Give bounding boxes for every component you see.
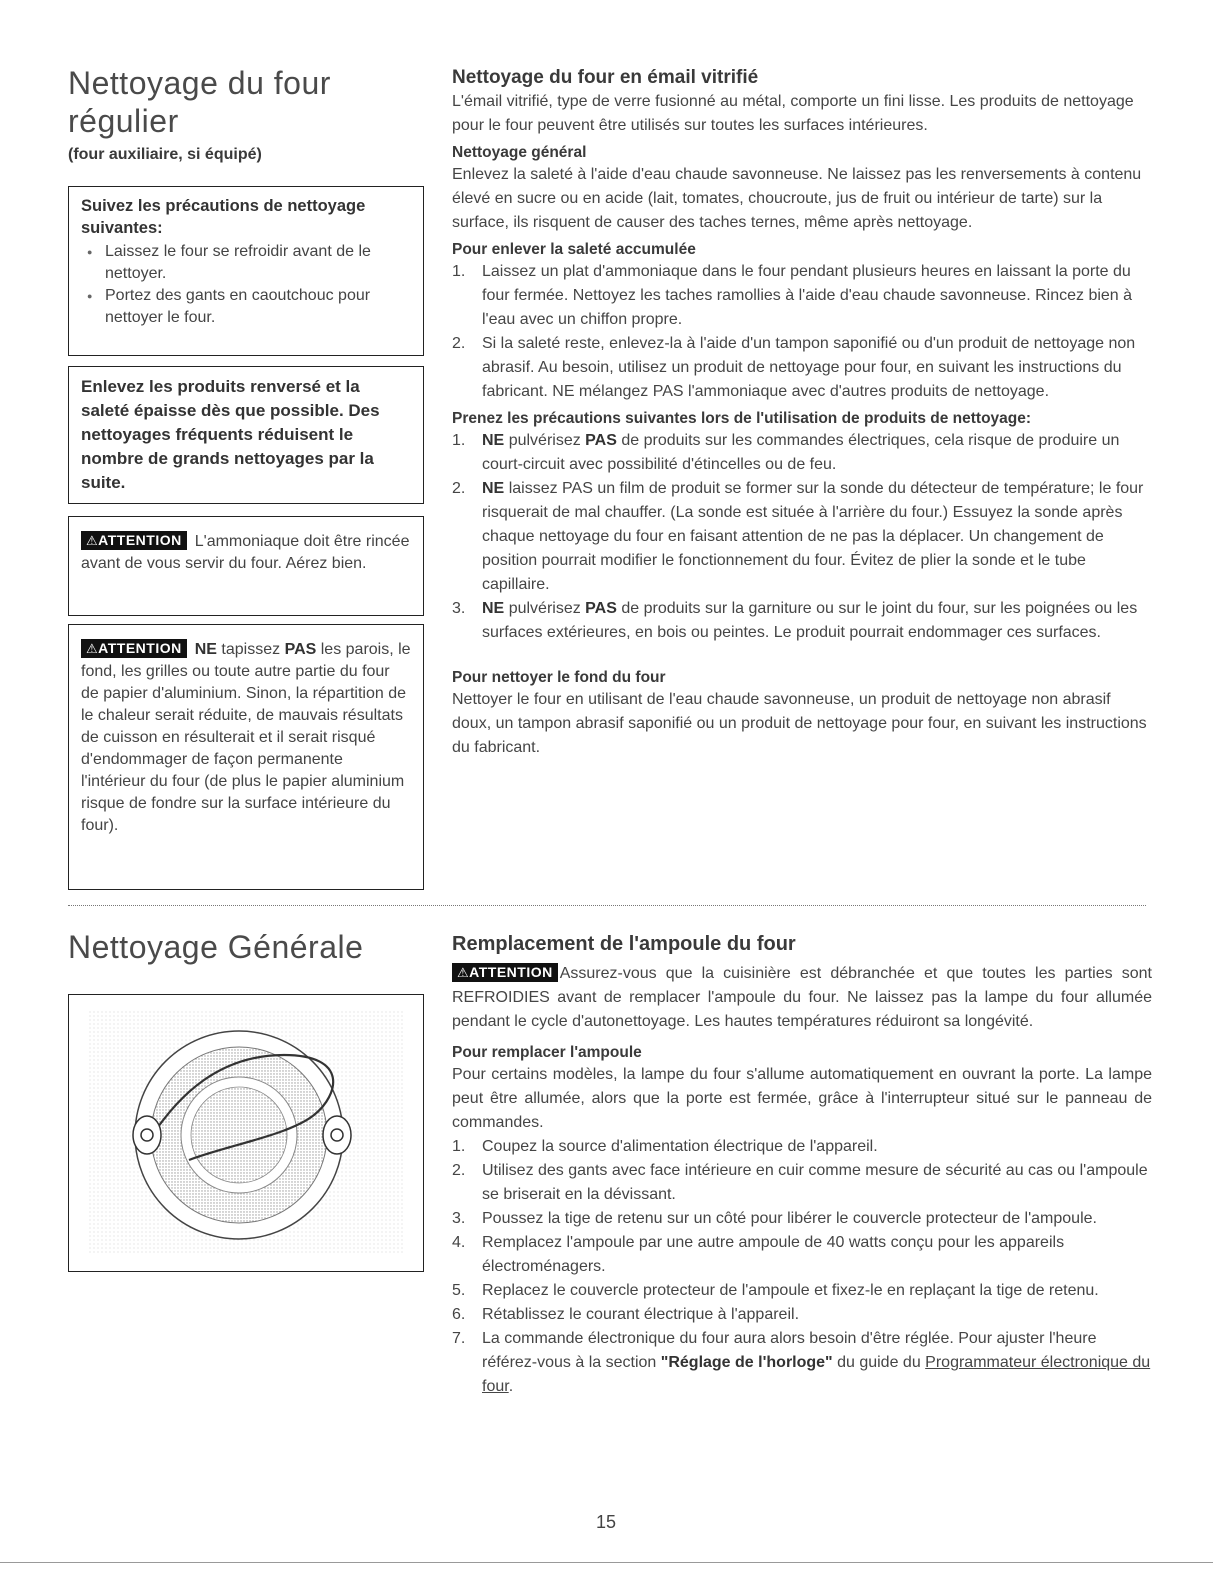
list-item: 1. Coupez la source d'alimentation électrique de l'appareil. xyxy=(452,1138,878,1155)
general-text: Enlevez la saleté à l'aide d'eau chaude savonneuse. Ne laissez pas les renversements à contenu élevé en sucre ou en acide (lait, tomates, choucroute, jus de fruit ou intérieur de tarte) sur la surface, ils risquent de causer des taches ternes, même après nettoyage. xyxy=(452,166,1142,231)
ammonia-warning-text: L'ammoniaque doit être rincée avant de vous servir du four. Aérez bien. xyxy=(81,533,410,572)
list-item: 2. NE laissez PAS un film de produit se former sur la sonde du détecteur de température; le four risquerait de mal chauffer. (La sonde est située à l'arrière du four.) Essuyez la sonde après chaque nettoyage du four en faisant attention de ne pas la déplacer. Un changement de position pourrait modifier le fonctionnement du four. Évitez de plier la sonde et le tube capillaire. xyxy=(452,480,1144,593)
bulb-steps-list xyxy=(452,1135,1152,1399)
precautions-box xyxy=(68,186,424,356)
list-item: 1. Laissez un plat d'ammoniaque dans le four pendant plusieurs heures en laissant la porte du four fermée. Nettoyez les taches ramollies à l'aide d'eau chaude savonneuse. Rincez bien à l'eau avec un chiffon propre. xyxy=(452,263,1133,328)
spill-text: Enlevez les produits renversé et la saleté épaisse dès que possible. Des nettoyages fréquents réduisent le nombre de grands nettoyages par la suite. xyxy=(81,377,380,492)
attention-badge: ⚠ATTENTION xyxy=(452,963,558,982)
oven-bulb-icon xyxy=(69,995,422,1270)
section-intro: L'émail vitrifié, type de verre fusionné au métal, comporte un fini lisse. Les produits de nettoyage pour le four peuvent être utilisés sur toutes les surfaces intérieures. xyxy=(452,93,1134,134)
list-item: 6. Rétablissez le courant électrique à l'appareil. xyxy=(452,1306,800,1323)
title-line-2: régulier xyxy=(68,103,179,139)
list-item: 5. Replacez le couvercle protecteur de l'ampoule et fixez-le en replaçant la tige de retenu. xyxy=(452,1282,1099,1299)
general-title: Nettoyage Générale xyxy=(68,929,364,965)
warning-icon: ⚠ xyxy=(86,533,99,548)
bulb-illustration xyxy=(68,994,424,1272)
page-title xyxy=(68,64,331,140)
title-line-1: Nettoyage du four xyxy=(68,65,331,101)
attention-badge: ⚠ATTENTION xyxy=(81,639,187,658)
warning-icon: ⚠ xyxy=(86,641,99,656)
ammonia-warning-box xyxy=(68,516,424,616)
bulb-warning: ⚠ATTENTION Assurez-vous que la cuisinière est débranchée et que toutes les parties sont REFROIDIES avant de remplacer l'ampoule du four. Ne laissez pas la lampe du four allumée pendant le cycle d'autonettoyage. Les hautes températures réduiront sa longévité. xyxy=(452,964,1152,1030)
precautions-heading: Suivez les précautions de nettoyage suivantes: xyxy=(81,197,366,237)
subsection-title: Pour nettoyer le fond du four xyxy=(452,669,666,686)
bulb-intro: Pour certains modèles, la lampe du four s'allume automatiquement en ouvrant la porte. La lampe peut être allumée, alors que la porte est fermée, grâce à l'interrupteur situé sur le panneau de commandes. xyxy=(452,1066,1152,1131)
section-title: Remplacement de l'ampoule du four xyxy=(452,933,796,955)
list-item: 1. NE pulvérisez PAS de produits sur les commandes électriques, cela risque de produire un court-circuit avec possibilité d'étincelles ou de feu. xyxy=(452,432,1120,473)
subtitle: (four auxiliaire, si équipé) xyxy=(68,146,262,163)
programmer-guide-link[interactable]: Programmateur électronique du four xyxy=(482,1354,1151,1395)
oven-bottom-text: Nettoyer le four en utilisant de l'eau chaude savonneuse, un produit de nettoyage non abrasif doux, un tampon abrasif saponifié ou un produit de nettoyage pour four, en suivant les instructions du fabricant. xyxy=(452,691,1147,756)
subsection-title: Pour remplacer l'ampoule xyxy=(452,1044,642,1061)
attention-badge: ⚠ATTENTION xyxy=(81,531,187,550)
aluminium-warning-box: ⚠ATTENTION NE tapissez PAS les parois, le fond, les grilles ou toute autre partie du four de papier d'aluminium. Sinon, la répartition de le chaleur serait réduite, de mauvais résultats de cuisson en résulterait et il serait risqué d'endommager de façon permanente l'intérieur du four (de plus le papier aluminium risque de fondre sur la surface intérieure du four). xyxy=(68,624,424,890)
list-item: 4. Remplacez l'ampoule par une autre ampoule de 40 watts conçu pour les appareils électroménagers. xyxy=(452,1234,1065,1275)
vitrified-section xyxy=(452,66,1152,760)
aluminium-warning-text: les parois, le fond, les grilles ou toute autre partie du four de papier d'aluminium. Sinon, la répartition de le chaleur serait réduite, de mauvais résultats de cuisson en résulterait et il serait risqué d'endommager de façon permanente l'intérieur du four (de plus le papier aluminium risque de fondre sur la surface intérieure du four). xyxy=(81,641,411,834)
bottom-rule xyxy=(0,1562,1213,1563)
precautions-list xyxy=(81,241,411,329)
list-item: 3. Poussez la tige de retenu sur un côté pour libérer le couvercle protecteur de l'ampoule. xyxy=(452,1210,1097,1227)
precautions-products-list xyxy=(452,429,1152,645)
list-item: 2. Si la saleté reste, enlevez-la à l'aide d'un tampon saponifié ou d'un produit de nettoyage non abrasif. Au besoin, utilisez un produit de nettoyage pour four, en suivant les instructions du fabricant. NE mélangez PAS l'ammoniaque avec d'autres produits de nettoyage. xyxy=(452,335,1136,400)
list-item: 3. NE pulvérisez PAS de produits sur la garniture ou sur le joint du four, sur les poignées ou les surfaces extérieures, en bois ou peintes. Le produit pourrait endommager ces surfaces. xyxy=(452,600,1138,641)
spill-box xyxy=(68,366,424,504)
list-item: ● Laissez le four se refroidir avant de le nettoyer. xyxy=(81,241,411,285)
section-divider xyxy=(68,905,1146,906)
list-item: 7. La commande électronique du four aura alors besoin d'être réglée. Pour ajuster l'heure référez-vous à la section "Réglage de l'horloge" du guide du Programmateur électronique du four. xyxy=(452,1330,1151,1395)
subsection-title: Prenez les précautions suivantes lors de l'utilisation de produits de nettoyage: xyxy=(452,410,1032,427)
section-title: Nettoyage du four en émail vitrifié xyxy=(452,67,759,88)
list-item: ● Portez des gants en caoutchouc pour nettoyer le four. xyxy=(81,285,411,329)
bulb-section xyxy=(452,930,1152,1399)
subsection-title: Pour enlever la saleté accumulée xyxy=(452,241,696,258)
accumulated-dirt-list xyxy=(452,260,1152,404)
warning-icon: ⚠ xyxy=(457,965,470,980)
list-item: 2. Utilisez des gants avec face intérieure en cuir comme mesure de sécurité au cas ou l'ampoule se briserait en la dévissant. xyxy=(452,1162,1148,1203)
page-number: 15 xyxy=(596,1512,617,1532)
subsection-title: Nettoyage général xyxy=(452,144,587,161)
